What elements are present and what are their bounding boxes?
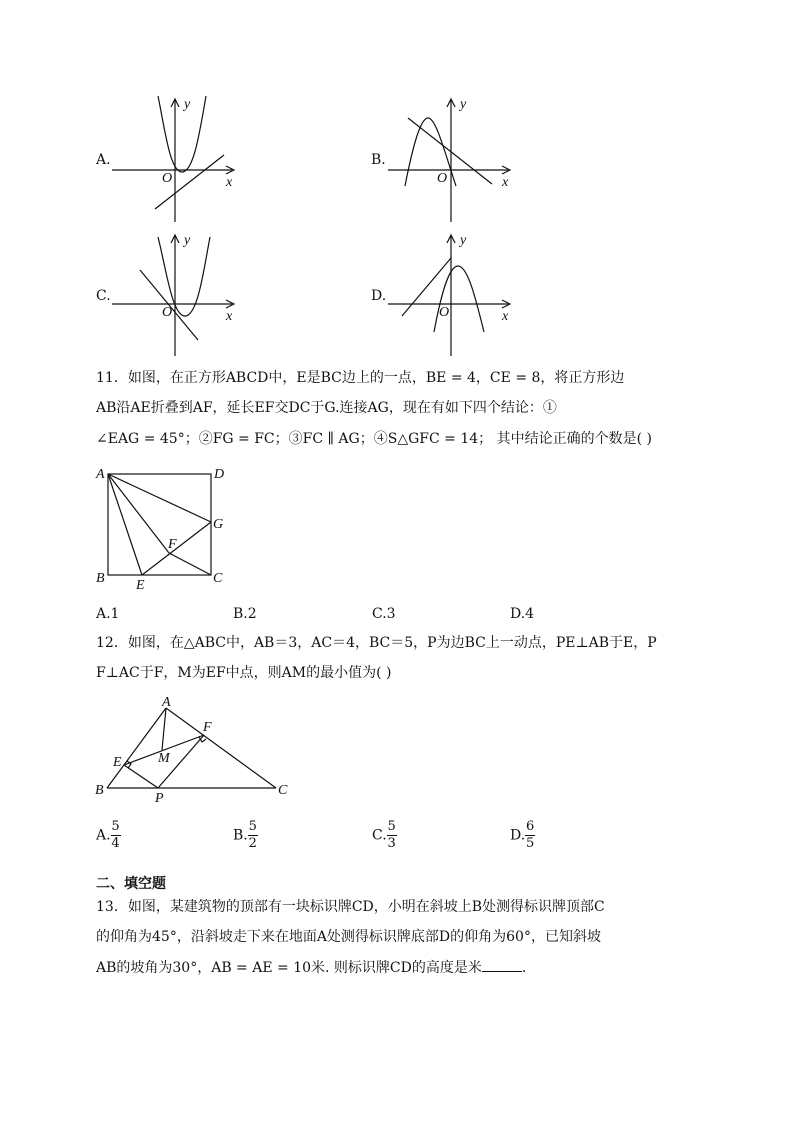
q12-choice-d: D. $\frac{6}{5}$ [510, 819, 535, 851]
svg-text:O: O [162, 171, 173, 186]
q11-line2: AB沿AE折叠到AF，延长EF交DC于G.连接AG，现在有如下四个结论：① [96, 400, 557, 416]
svg-text:B: B [95, 783, 104, 798]
svg-text:C: C [213, 571, 223, 586]
svg-text:F: F [168, 537, 177, 552]
q12-line2: F⊥AC于F，M为EF中点，则AM的最小值为( ) [96, 665, 392, 681]
svg-text:x: x [226, 309, 233, 324]
svg-text:x: x [502, 309, 509, 324]
option-c-label: C. [96, 288, 111, 304]
svg-text:x: x [226, 175, 233, 190]
q12-choice-c: C. $\frac{5}{3}$ [372, 819, 396, 851]
svg-text:P: P [155, 791, 164, 806]
q13-line1: 13．如图，某建筑物的顶部有一块标识牌CD，小明在斜坡上B处测得标识牌顶部C [96, 899, 605, 915]
svg-text:A: A [162, 695, 171, 710]
q12-choice-b: B. $\frac{5}{2}$ [233, 819, 257, 851]
svg-text:x: x [502, 175, 509, 190]
q12-line1: 12．如图，在△ABC中，AB＝3，AC＝4，BC＝5，P为边BC上一动点，PE⊥AB于E，P [96, 635, 657, 651]
svg-text:y: y [184, 233, 191, 248]
answer-blank[interactable] [482, 959, 522, 972]
svg-text:y: y [184, 97, 191, 112]
q13-line2: 的仰角为45°，沿斜坡走下来在地面A处测得标识牌底部D的仰角为60°，已知斜坡 [96, 929, 601, 945]
q13-line3 [96, 959, 526, 977]
q11-choice-c: C.3 [372, 606, 396, 622]
option-a-label: A. [96, 152, 111, 168]
q12-choice-a: A. $\frac{5}{4}$ [96, 819, 120, 851]
svg-text:y: y [460, 97, 467, 112]
q11-choice-d: D.4 [510, 606, 535, 622]
svg-text:y: y [460, 233, 467, 248]
q11-line1: 11．如图，在正方形ABCD中，E是BC边上的一点，BE = 4，CE = 8，将正方形边 [96, 370, 625, 386]
section-title: 二、填空题 [96, 876, 166, 892]
svg-text:G: G [213, 517, 224, 532]
svg-text:E: E [136, 578, 145, 593]
svg-text:A: A [96, 467, 105, 482]
svg-text:F: F [203, 720, 212, 735]
option-d-label: D. [371, 288, 387, 304]
svg-text:D: D [214, 467, 225, 482]
svg-text:O: O [437, 171, 448, 186]
option-b-label: B. [371, 152, 386, 168]
svg-text:M: M [158, 751, 170, 766]
q13-line3-end: . [521, 960, 527, 976]
svg-text:O: O [162, 305, 173, 320]
svg-text:B: B [96, 571, 105, 586]
q11-choice-a: A.1 [96, 606, 120, 622]
q11-line3: ∠EAG = 45°；②FG = FC；③FC ∥ AG；④S△GFC = 14； 其中结论正确的个数是( ) [96, 431, 652, 447]
svg-text:C: C [278, 783, 288, 798]
svg-text:O: O [439, 305, 450, 320]
q13-line3-text: AB的坡角为30°，AB = AE = 10米. 则标识牌CD的高度是米 [96, 960, 482, 976]
svg-text:E: E [113, 755, 122, 770]
q11-choice-b: B.2 [233, 606, 257, 622]
